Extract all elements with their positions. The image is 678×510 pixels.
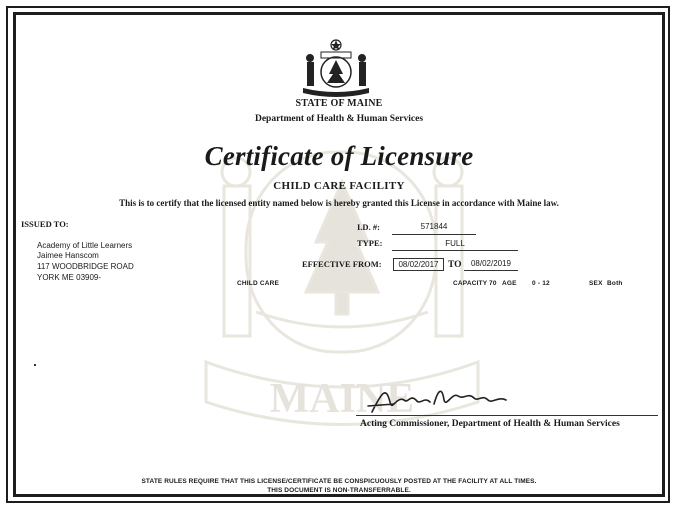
id-label: I.D. #: (357, 222, 380, 232)
licensee-contact: Jaimee Hanscom (37, 251, 99, 260)
issued-to-label: ISSUED TO: (21, 219, 69, 229)
stray-dot (34, 364, 36, 366)
effective-to-underline (464, 270, 518, 271)
effective-from-label: EFFECTIVE FROM: (302, 259, 382, 269)
watermark-text: MAINE (269, 376, 415, 422)
licensee-name: Academy of Little Learners (37, 241, 133, 250)
id-underline (392, 234, 476, 235)
certificate-title: Certificate of Licensure (204, 141, 474, 171)
type-underline (392, 250, 518, 251)
age-value: 0 - 12 (532, 280, 550, 287)
type-label: TYPE: (357, 238, 383, 248)
posting-requirement: STATE RULES REQUIRE THAT THIS LICENSE/CERTIFICATE BE CONSPICUOUSLY POSTED AT THE FACILITY AT ALL TIMES. (141, 478, 537, 485)
capacity-label: CAPACITY (453, 280, 488, 287)
to-label: TO (448, 260, 462, 270)
certification-statement: This is to certify that the licensed entity named below is hereby granted this License in accordance with Maine law. (119, 198, 559, 208)
department-name: Department of Health & Human Services (254, 114, 424, 124)
id-value: 571844 (420, 222, 448, 231)
licensee-city: YORK ME 03909- (37, 273, 102, 282)
sex-label: SEX (589, 280, 603, 287)
non-transferrable-notice: THIS DOCUMENT IS NON-TRANSFERRABLE. (267, 487, 411, 494)
type-value: FULL (445, 239, 465, 248)
effective-from-date: 08/02/2017 (393, 258, 444, 271)
licensee-street: 117 WOODBRIDGE ROAD (37, 262, 134, 271)
sex-value: Both (607, 280, 623, 287)
commissioner-signature-icon (364, 382, 524, 418)
commissioner-title: Acting Commissioner, Department of Health & Human Services (360, 419, 620, 429)
age-label: AGE (502, 280, 517, 287)
capacity-value: 70 (489, 280, 497, 287)
state-name: STATE OF MAINE (295, 98, 383, 109)
effective-to-date: 08/02/2019 (470, 259, 512, 268)
maine-seal-icon (299, 36, 373, 98)
facility-type: CHILD CARE FACILITY (273, 180, 405, 192)
license-category: CHILD CARE (237, 280, 280, 287)
signature-line (356, 415, 658, 416)
